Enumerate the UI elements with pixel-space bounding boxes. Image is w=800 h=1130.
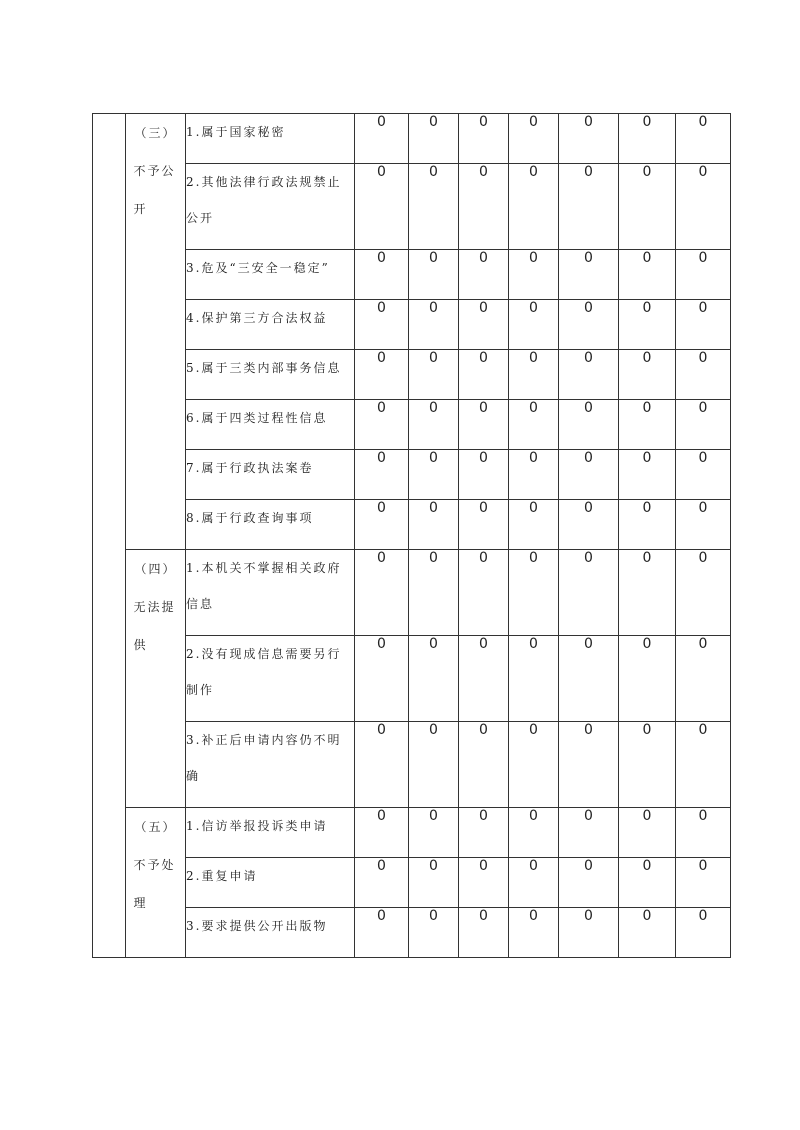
count-cell: 0 [619, 722, 676, 808]
count-cell: 0 [509, 450, 559, 500]
count-cell: 0 [559, 114, 619, 164]
count-cell: 0 [459, 500, 509, 550]
count-cell: 0 [409, 400, 459, 450]
count-cell: 0 [559, 350, 619, 400]
count-cell: 0 [676, 164, 731, 250]
count-cell: 0 [559, 636, 619, 722]
table-row [93, 858, 731, 908]
count-cell: 0 [676, 300, 731, 350]
table-row [93, 808, 731, 858]
category-number: （五） [134, 820, 177, 834]
category-text: 不予处理 [133, 858, 176, 910]
item-label: 3.危及“三安全一稳定” [186, 250, 355, 300]
count-cell: 0 [509, 350, 559, 400]
category-cell [126, 550, 186, 808]
disclosure-table [92, 113, 731, 958]
category-label [134, 550, 178, 664]
count-cell: 0 [676, 450, 731, 500]
count-cell: 0 [676, 500, 731, 550]
table-row [93, 250, 731, 300]
table-row [93, 722, 731, 808]
category-text: 不予公开 [133, 164, 176, 216]
count-cell: 0 [559, 550, 619, 636]
count-cell: 0 [355, 550, 409, 636]
count-cell: 0 [355, 500, 409, 550]
item-label: 5.属于三类内部事务信息 [186, 350, 355, 400]
count-cell: 0 [559, 400, 619, 450]
item-label: 7.属于行政执法案卷 [186, 450, 355, 500]
count-cell: 0 [509, 550, 559, 636]
count-cell: 0 [509, 808, 559, 858]
count-cell: 0 [619, 808, 676, 858]
table-row [93, 350, 731, 400]
count-cell: 0 [559, 722, 619, 808]
table-row [93, 500, 731, 550]
category-label [134, 114, 178, 228]
count-cell: 0 [559, 858, 619, 908]
count-cell: 0 [676, 858, 731, 908]
count-cell: 0 [355, 300, 409, 350]
disclosure-table-frame [92, 113, 730, 958]
table-row [93, 636, 731, 722]
count-cell: 0 [509, 114, 559, 164]
table-row [93, 550, 731, 636]
count-cell: 0 [355, 858, 409, 908]
item-label: 1.信访举报投诉类申请 [186, 808, 355, 858]
count-cell: 0 [619, 400, 676, 450]
count-cell: 0 [619, 450, 676, 500]
count-cell: 0 [459, 300, 509, 350]
count-cell: 0 [509, 636, 559, 722]
count-cell: 0 [619, 550, 676, 636]
count-cell: 0 [509, 250, 559, 300]
count-cell: 0 [559, 164, 619, 250]
item-label: 1.本机关不掌握相关政府信息 [186, 550, 355, 636]
count-cell: 0 [619, 350, 676, 400]
item-label: 1.属于国家秘密 [186, 114, 355, 164]
count-cell: 0 [619, 250, 676, 300]
table-row [93, 164, 731, 250]
count-cell: 0 [459, 450, 509, 500]
count-cell: 0 [409, 550, 459, 636]
count-cell: 0 [355, 250, 409, 300]
count-cell: 0 [409, 250, 459, 300]
table-row [93, 300, 731, 350]
count-cell: 0 [409, 114, 459, 164]
category-cell [126, 808, 186, 958]
count-cell: 0 [559, 808, 619, 858]
count-cell: 0 [355, 636, 409, 722]
count-cell: 0 [676, 722, 731, 808]
count-cell: 0 [409, 350, 459, 400]
count-cell: 0 [459, 722, 509, 808]
count-cell: 0 [676, 350, 731, 400]
count-cell: 0 [509, 400, 559, 450]
count-cell: 0 [409, 808, 459, 858]
count-cell: 0 [559, 250, 619, 300]
count-cell: 0 [619, 300, 676, 350]
count-cell: 0 [409, 858, 459, 908]
item-label: 8.属于行政查询事项 [186, 500, 355, 550]
count-cell: 0 [459, 858, 509, 908]
count-cell: 0 [676, 114, 731, 164]
count-cell: 0 [355, 400, 409, 450]
count-cell: 0 [355, 350, 409, 400]
count-cell: 0 [619, 908, 676, 958]
item-label: 2.没有现成信息需要另行制作 [186, 636, 355, 722]
count-cell: 0 [355, 808, 409, 858]
count-cell: 0 [459, 550, 509, 636]
item-label: 3.要求提供公开出版物 [186, 908, 355, 958]
count-cell: 0 [619, 500, 676, 550]
count-cell: 0 [409, 450, 459, 500]
outer-category-cell [93, 114, 126, 958]
table-row [93, 908, 731, 958]
count-cell: 0 [676, 636, 731, 722]
count-cell: 0 [459, 250, 509, 300]
table-row [93, 114, 731, 164]
count-cell: 0 [355, 450, 409, 500]
count-cell: 0 [676, 550, 731, 636]
count-cell: 0 [459, 400, 509, 450]
count-cell: 0 [409, 908, 459, 958]
table-row [93, 450, 731, 500]
count-cell: 0 [355, 164, 409, 250]
count-cell: 0 [355, 114, 409, 164]
category-cell [126, 114, 186, 550]
category-label [134, 808, 178, 922]
count-cell: 0 [559, 500, 619, 550]
count-cell: 0 [409, 636, 459, 722]
count-cell: 0 [509, 858, 559, 908]
count-cell: 0 [459, 114, 509, 164]
count-cell: 0 [409, 164, 459, 250]
count-cell: 0 [619, 164, 676, 250]
count-cell: 0 [459, 636, 509, 722]
item-label: 6.属于四类过程性信息 [186, 400, 355, 450]
count-cell: 0 [509, 500, 559, 550]
count-cell: 0 [509, 300, 559, 350]
count-cell: 0 [355, 908, 409, 958]
count-cell: 0 [459, 808, 509, 858]
table-body [93, 114, 731, 958]
count-cell: 0 [619, 858, 676, 908]
count-cell: 0 [409, 300, 459, 350]
item-label: 4.保护第三方合法权益 [186, 300, 355, 350]
count-cell: 0 [559, 300, 619, 350]
count-cell: 0 [676, 400, 731, 450]
category-number: （四） [134, 562, 177, 576]
count-cell: 0 [355, 722, 409, 808]
count-cell: 0 [619, 636, 676, 722]
count-cell: 0 [619, 114, 676, 164]
count-cell: 0 [459, 350, 509, 400]
table-row [93, 400, 731, 450]
count-cell: 0 [559, 450, 619, 500]
count-cell: 0 [676, 908, 731, 958]
count-cell: 0 [509, 908, 559, 958]
item-label: 2.重复申请 [186, 858, 355, 908]
count-cell: 0 [676, 808, 731, 858]
count-cell: 0 [559, 908, 619, 958]
count-cell: 0 [676, 250, 731, 300]
category-text: 无法提供 [133, 600, 176, 652]
count-cell: 0 [509, 722, 559, 808]
item-label: 2.其他法律行政法规禁止公开 [186, 164, 355, 250]
count-cell: 0 [409, 722, 459, 808]
count-cell: 0 [509, 164, 559, 250]
category-number: （三） [134, 126, 177, 140]
count-cell: 0 [459, 164, 509, 250]
count-cell: 0 [459, 908, 509, 958]
item-label: 3.补正后申请内容仍不明确 [186, 722, 355, 808]
count-cell: 0 [409, 500, 459, 550]
